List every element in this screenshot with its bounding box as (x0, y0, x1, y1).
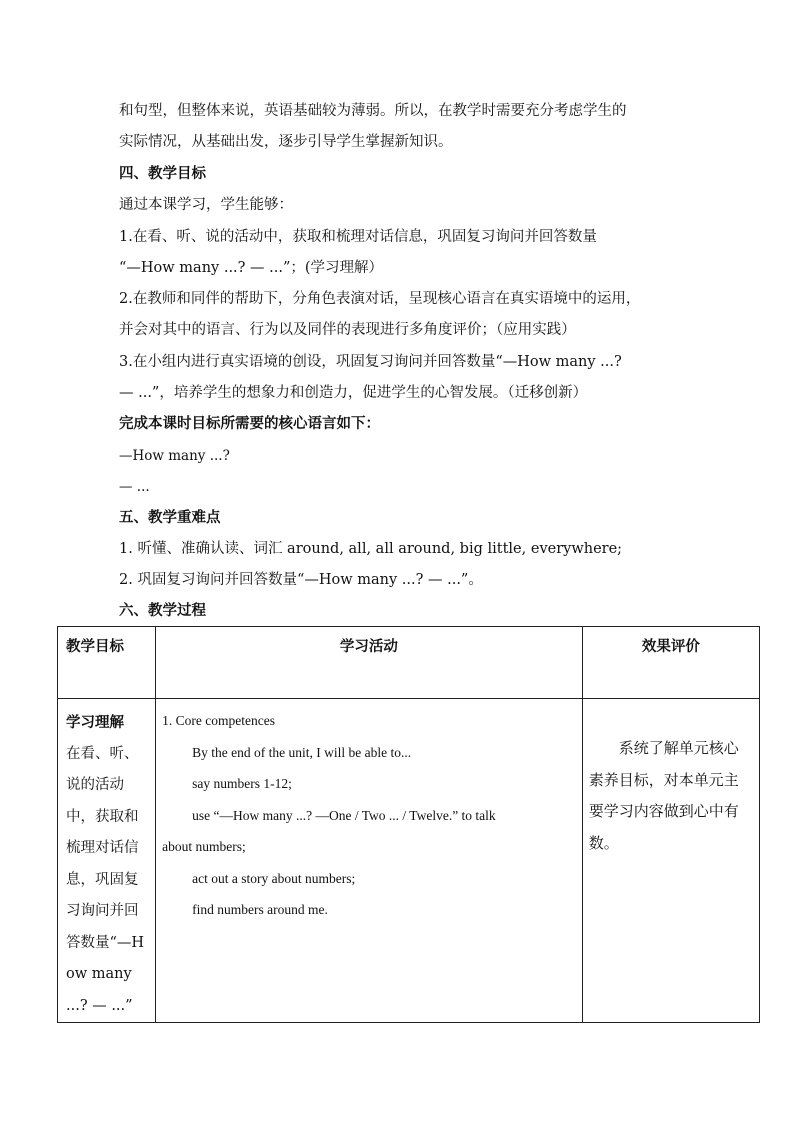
core-language-1: —How many ...? (119, 448, 230, 464)
activity-cell (156, 699, 583, 1023)
section-4-lead: 通过本课学习，学生能够： (119, 197, 293, 213)
key-point-1: 1. 听懂、准确认读、词汇 around, all, all around, big little, everywhere; (119, 541, 623, 557)
activity-line: say numbers 1-12; (192, 776, 292, 791)
header-cell-goal: 教学目标 (58, 627, 156, 699)
goal-3-line-b: — ...”，培养学生的想象力和创造力，促进学生的心智发展。（迁移创新） (119, 385, 588, 401)
goal-text: 在看、听、说的活动中，获取和梳理对话信息，巩固复习询问并回答数量“—How many ...? — ...” (66, 745, 145, 1014)
intro-line-2: 实际情况，从基础出发，逐步引导学生掌握新知识。 (119, 134, 453, 150)
goal-2-line-a: 2.在教师和同伴的帮助下，分角色表演对话，呈现核心语言在真实语境中的运用， (119, 291, 641, 307)
activity-line: use “—How many ...? —One / Two ... / Twelve.” to talk (192, 807, 496, 823)
evaluation-cell (582, 699, 759, 1023)
activity-line: find numbers around me. (192, 902, 328, 917)
intro-line-1: 和句型，但整体来说，英语基础较为薄弱。所以，在教学时需要充分考虑学生的 (119, 103, 627, 119)
key-point-2: 2. 巩固复习询问并回答数量“—How many ...? — ...”。 (119, 572, 483, 588)
goal-1-line-b: “—How many ...? — ...”；(学习理解） (119, 260, 384, 276)
goal-1-line-a: 1.在看、听、说的活动中，获取和梳理对话信息，巩固复习询问并回答数量 (119, 229, 597, 245)
header-cell-activity: 学习活动 (156, 627, 583, 699)
goal-title: 学习理解 (66, 714, 124, 731)
activity-line: 1. Core competences (162, 713, 275, 728)
section-6-heading: 六、教学过程 (119, 602, 206, 619)
goal-3-line-a: 3.在小组内进行真实语境的创设，巩固复习询问并回答数量“—How many ...? (119, 354, 622, 370)
header-cell-evaluation: 效果评价 (582, 627, 759, 699)
core-language-2: — ... (119, 479, 150, 495)
goal-cell (58, 699, 156, 1023)
activity-line: about numbers; (162, 839, 246, 854)
activity-line: act out a story about numbers; (192, 870, 356, 886)
section-5-heading: 五、教学重难点 (119, 509, 221, 526)
table-header-row (58, 627, 760, 699)
section-4-heading: 四、教学目标 (119, 165, 206, 182)
activity-line: By the end of the unit, I will be able to... (192, 744, 412, 760)
evaluation-text: 系统了解单元核心素养目标，对本单元主要学习内容做到心中有数。 (588, 739, 739, 852)
core-language-heading: 完成本课时目标所需要的核心语言如下： (119, 415, 380, 432)
goal-2-line-b: 并会对其中的语言、行为以及同伴的表现进行多角度评价；（应用实践） (119, 322, 576, 338)
teaching-process-table (57, 626, 760, 1023)
table-row (58, 699, 760, 1023)
